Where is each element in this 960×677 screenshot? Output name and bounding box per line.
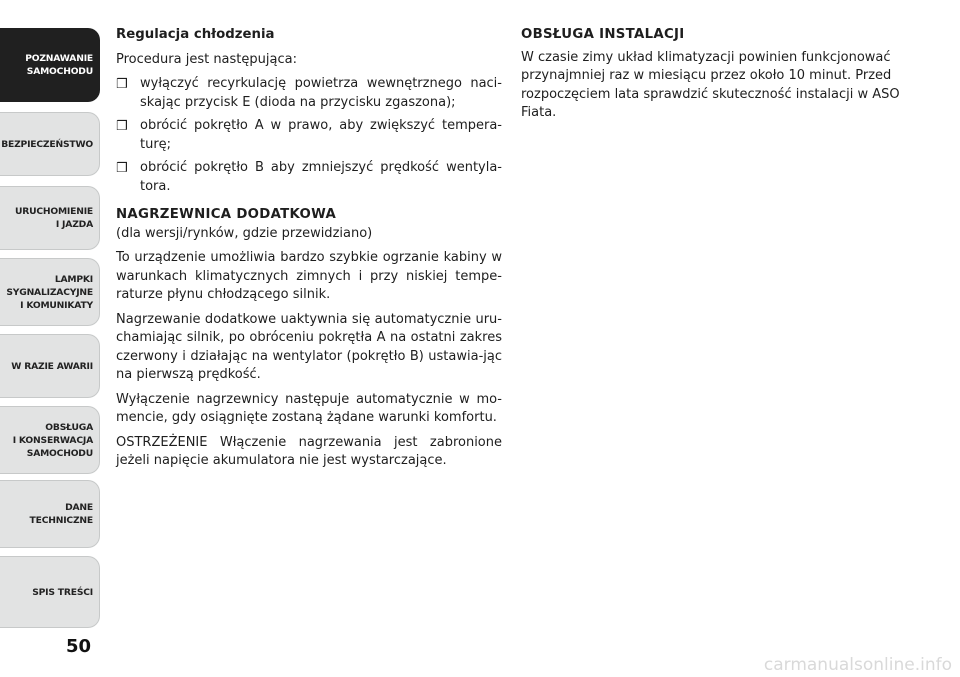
checkbox-bullet-icon: ❒ [116,77,128,92]
checkbox-bullet-icon: ❒ [116,119,128,134]
tab-uruchomienie-i-jazda[interactable] [0,186,100,250]
tab-lampki-sygnalizacyjne[interactable] [0,258,100,326]
warning-paragraph: OSTRZEŻENIE Włączenie nagrzewania jest zabronione jeżeli napięcie akumulatora nie jest wystarczające. [116,434,502,468]
list-item [116,117,502,154]
paragraph: W czasie zimy układ klimatyzacji powinien funkcjonować przynajmniej raz w miesiącu przez około 10 minut. Przed rozpoczęciem lata sprawdzić skuteczność instalacji w ASO Fiata. [521,49,900,120]
procedure-list [116,75,502,196]
tab-label: POZNAWANIE SAMOCHODU [25,53,93,77]
tab-label: DANE TECHNICZNE [29,502,93,526]
list-item-text: obrócić pokrętło A w prawo, aby zwiększyć tempera-turę; [140,118,502,152]
watermark-text: carmanualsonline.info [763,655,952,675]
checkbox-bullet-icon: ❒ [116,161,128,176]
tab-label: LAMPKI SYGNALIZACYJNE I KOMUNIKATY [6,273,93,311]
paragraph: To urządzenie umożliwia bardzo szybkie ogrzanie kabiny w warunkach klimatycznych zimnych i przy niskiej tempe-raturze płynu chłodzącego silnik. [116,250,502,302]
tab-label: OBSŁUGA I KONSERWACJA SAMOCHODU [12,421,93,459]
tab-bezpieczenstwo[interactable] [0,112,100,176]
list-item [116,75,502,112]
tab-label: SPIS TREŚCI [32,586,93,598]
paragraph: Nagrzewanie dodatkowe uaktywnia się automatycznie uru-chamiając silnik, po obróceniu pokrętła A na ostatni zakres czerwony i działając na wentylator (pokrętło B) ustawia-jąc na pierwszą prędkość. [116,311,502,382]
tab-w-razie-awarii[interactable] [0,334,100,398]
right-column [521,26,907,129]
list-item-text: wyłączyć recyrkulację powietrza wewnętrznego naci-skając przycisk E (dioda na przycisku zgaszona); [140,76,502,110]
section-subtitle: (dla wersji/rynków, gdzie przewidziano) [116,225,373,241]
section-heading-cooling: Regulacja chłodzenia [116,27,275,42]
tab-obsluga-i-konserwacja[interactable] [0,406,100,474]
tab-spis-tresci[interactable] [0,556,100,628]
paragraph: Wyłączenie nagrzewnicy następuje automatycznie w mo-mencie, gdy osiągnięte zostaną żądane warunki komfortu. [116,391,502,425]
procedure-intro: Procedura jest następująca: [116,51,297,67]
section-title-maintenance: OBSŁUGA INSTALACJI [521,27,685,42]
tab-dane-techniczne[interactable] [0,480,100,548]
left-column [116,26,502,477]
tab-poznawanie-samochodu[interactable] [0,28,100,102]
page-number: 50 [66,636,92,657]
list-item [116,159,502,196]
tab-label: BEZPIECZEŃSTWO [1,138,93,150]
tab-label: W RAZIE AWARII [11,360,93,372]
list-item-text: obrócić pokrętło B aby zmniejszyć prędkość wentyla-tora. [140,160,502,194]
section-title-heater: NAGRZEWNICA DODATKOWA [116,207,337,222]
tab-label: URUCHOMIENIE I JAZDA [14,206,93,230]
